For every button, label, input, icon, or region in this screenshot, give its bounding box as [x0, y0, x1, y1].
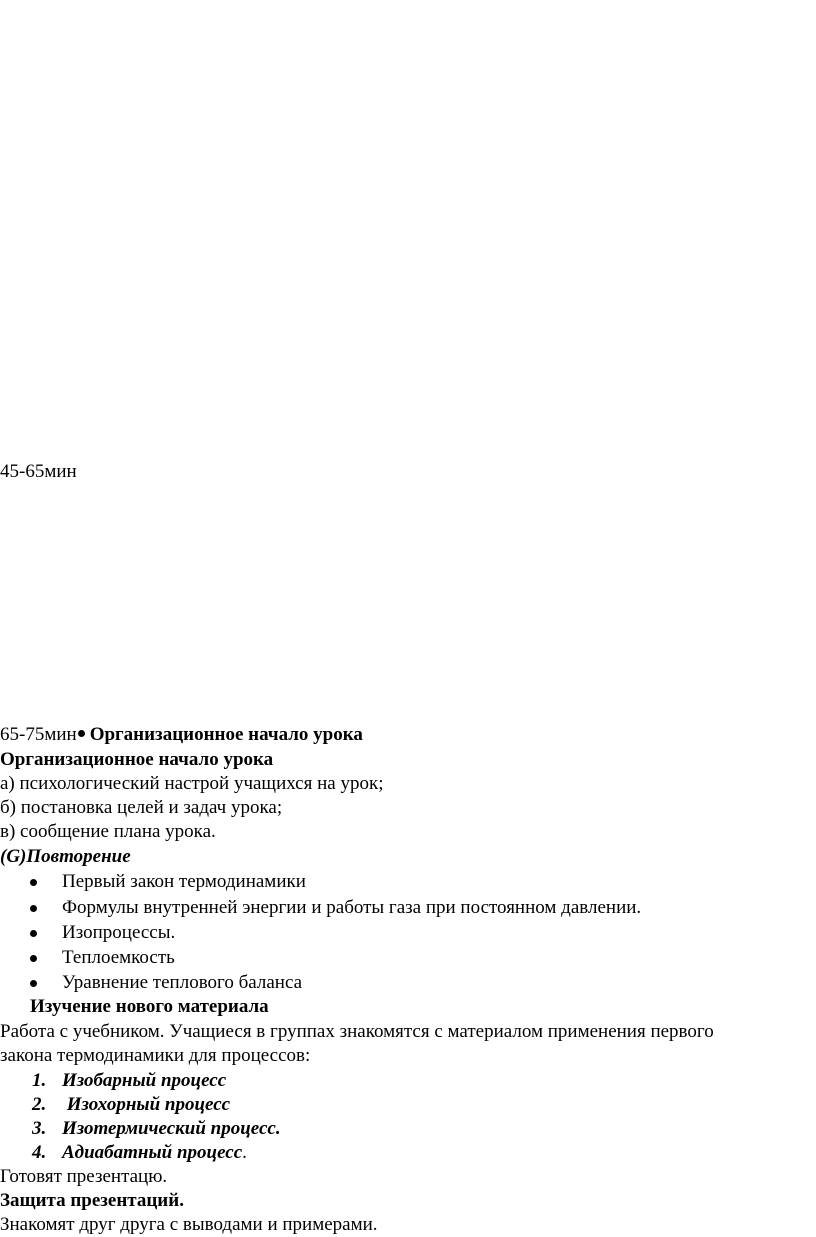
bullet-icon: [78, 730, 85, 737]
paragraph-line: Знакомят друг друга с выводами и примерами.: [0, 1214, 378, 1235]
time-heading-row: [0, 723, 363, 747]
paragraph-line: закона термодинамики для процессов:: [0, 1045, 311, 1066]
paragraph-line: Готовят презентацю.: [0, 1166, 168, 1187]
org-item: б) постановка целей и задач урока;: [0, 797, 283, 818]
org-item: а) психологический настрой учащихся на урок;: [0, 773, 384, 794]
inline-heading: Организационное начало урока: [89, 724, 363, 745]
paragraph-line: Работа с учебником. Учащиеся в группах знакомятся с материалом применения первого: [0, 1021, 714, 1042]
section-heading-repeat: (G)Повторение: [0, 846, 131, 867]
time-label-45-65: 45-65мин: [0, 461, 77, 482]
bullet-icon: [30, 905, 37, 912]
time-label-65-75: 65-75мин: [0, 724, 77, 745]
bullet-icon: [30, 980, 37, 987]
section-heading-defense: Защита презентаций.: [0, 1190, 184, 1211]
section-heading-new-material: Изучение нового материала: [30, 996, 269, 1017]
bullet-icon: [30, 955, 37, 962]
org-item: в) сообщение плана урока.: [0, 821, 216, 842]
bullet-icon: [30, 930, 37, 937]
bullet-icon: [30, 879, 37, 886]
section-heading-org: Организационное начало урока: [0, 749, 274, 770]
